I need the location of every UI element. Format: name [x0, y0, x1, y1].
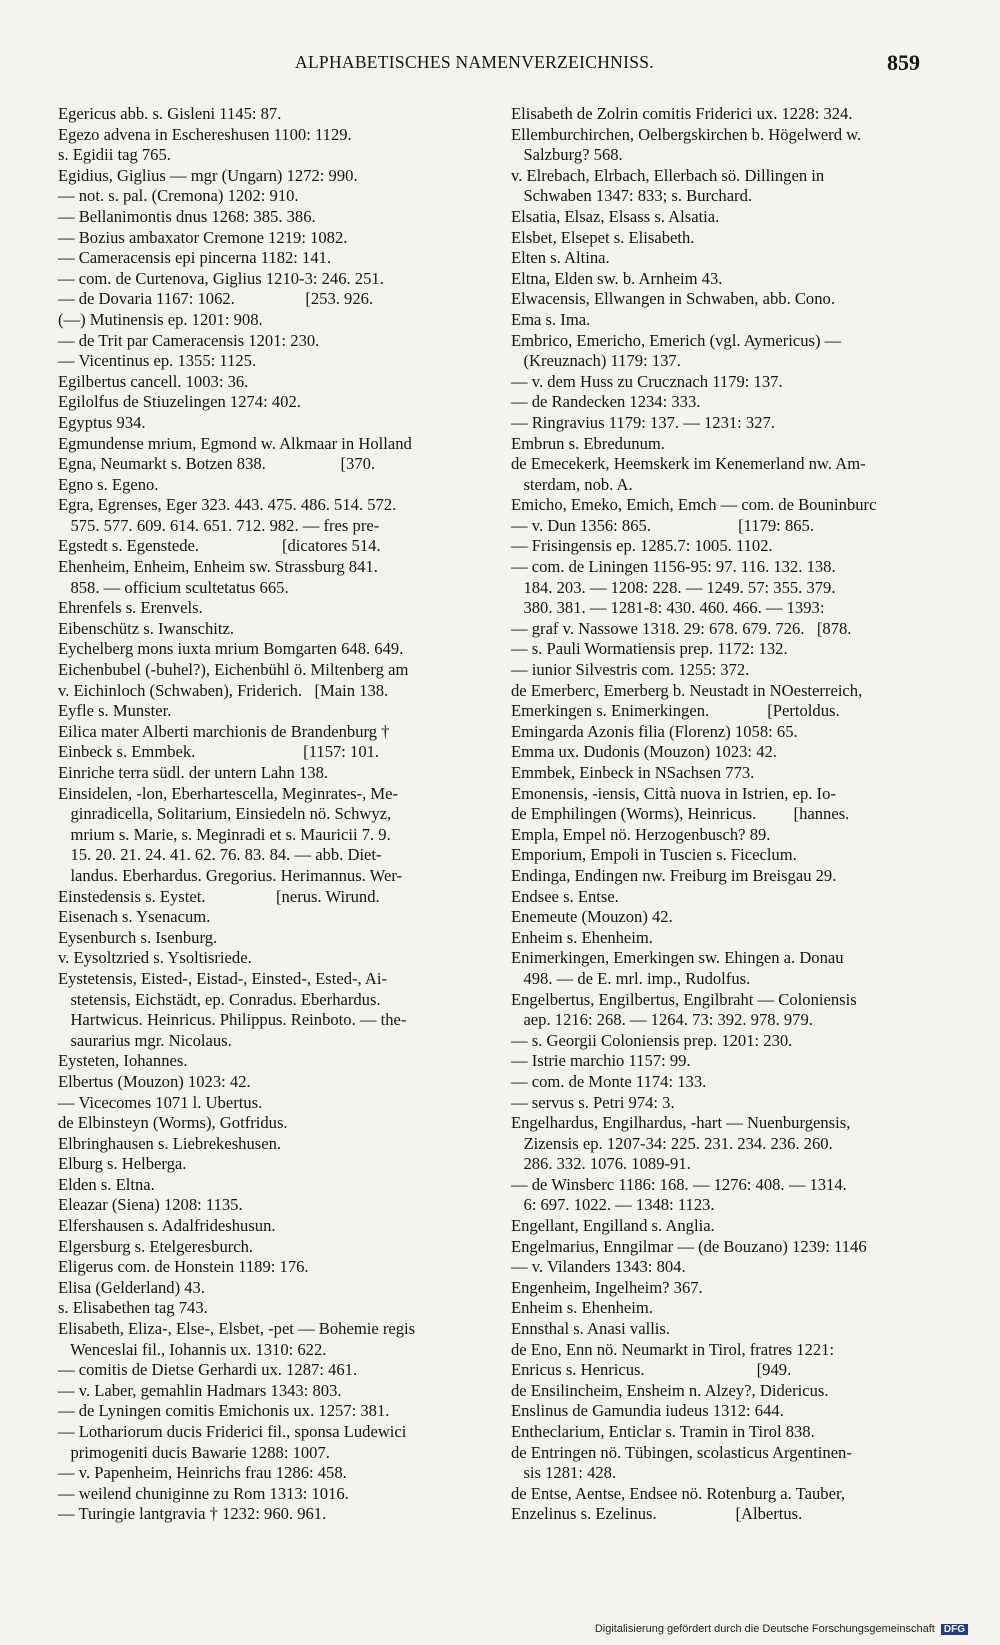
index-entry-line: — v. Vilanders 1343: 804. [511, 1257, 686, 1277]
index-entry-line: Egstedt s. Egenstede. [dicatores 514. [58, 536, 381, 556]
index-entry-line: Embrun s. Ebredunum. [511, 433, 665, 453]
index-entry-line: Engelhardus, Engilhardus, -hart — Nuenburgensis, [511, 1113, 851, 1133]
index-entry-line: — Istrie marchio 1157: 99. [511, 1051, 691, 1071]
index-entry-line: Hartwicus. Heinricus. Philippus. Reinboto. — the- [58, 1010, 407, 1030]
index-entry-line: Elwacensis, Ellwangen in Schwaben, abb. Cono. [511, 289, 835, 309]
index-entry-line: — de Trit par Cameracensis 1201: 230. [58, 330, 320, 350]
index-entry-line: Eysenburch s. Isenburg. [58, 927, 218, 947]
index-entry-line: — de Winsberc 1186: 168. — 1276: 408. — 1314. [511, 1174, 847, 1194]
index-entry-line: sis 1281: 428. [511, 1463, 617, 1483]
index-entry-line: Enheim s. Ehenheim. [511, 927, 653, 947]
index-entry-line: (—) Mutinensis ep. 1201: 908. [58, 309, 263, 329]
index-entry-line: Eysteten, Iohannes. [58, 1051, 188, 1071]
index-entry-line: 858. — officium scultetatus 665. [58, 577, 289, 597]
index-entry-line: v. Eysoltzried s. Ysoltisriede. [58, 948, 252, 968]
index-entry-line: Elgersburg s. Etelgeresburch. [58, 1236, 254, 1256]
index-entry-line: Elten s. Altina. [511, 248, 610, 268]
index-entry-line: v. Elrebach, Elrbach, Ellerbach sö. Dillingen in [511, 165, 825, 185]
index-entry-line: Elbertus (Mouzon) 1023: 42. [58, 1071, 251, 1091]
index-entry-line: — s. Georgii Coloniensis prep. 1201: 230. [511, 1030, 793, 1050]
index-entry-line: 498. — de E. mrl. imp., Rudolfus. [511, 968, 751, 988]
index-entry-line: Eligerus com. de Honstein 1189: 176. [58, 1257, 309, 1277]
index-entry-line: — com. de Curtenova, Giglius 1210-3: 246. 251. [58, 268, 384, 288]
index-entry-line: Elisa (Gelderland) 43. [58, 1277, 205, 1297]
index-entry-line: — com. de Liningen 1156-95: 97. 116. 132. 138. [511, 557, 836, 577]
dfg-logo: DFG [941, 1624, 968, 1635]
index-entry-line: — Lothariorum ducis Friderici fil., sponsa Ludewici [58, 1422, 407, 1441]
index-entry-line: Enslinus de Gamundia iudeus 1312: 644. [511, 1401, 784, 1421]
index-entry-line: Enimerkingen, Emerkingen sw. Ehingen a. Donau [511, 948, 844, 968]
index-entry-line: Eleazar (Siena) 1208: 1135. [58, 1195, 243, 1215]
index-entry-line: Engelbertus, Engilbertus, Engilbraht — Coloniensis [511, 989, 857, 1009]
index-entry-line: Emporium, Empoli in Tuscien s. Ficeclum. [511, 845, 797, 865]
index-entry-line: — servus s. Petri 974: 3. [511, 1092, 675, 1112]
index-entry-line: 575. 577. 609. 614. 651. 712. 982. — fres pre- [58, 515, 380, 535]
index-entry-line: Eltna, Elden sw. b. Arnheim 43. [511, 268, 723, 288]
index-entry-line: Elden s. Eltna. [58, 1174, 155, 1194]
index-entry-line: Elisabeth de Zolrin comitis Friderici ux. 1228: 324. [511, 104, 853, 123]
right-column [511, 104, 951, 1525]
index-entry-line: Enzelinus s. Ezelinus. [Albertus. [511, 1504, 803, 1524]
index-entry-line: de Entse, Aentse, Endsee nö. Rotenburg a. Tauber, [511, 1483, 845, 1503]
index-entry-line: — Cameracensis epi pincerna 1182: 141. [58, 248, 332, 268]
index-entry-line: saurarius mgr. Nicolaus. [58, 1030, 232, 1050]
index-entry-line: Enheim s. Ehenheim. [511, 1298, 653, 1318]
index-entry-line: 184. 203. — 1208: 228. — 1249. 57: 355. 379. [511, 577, 836, 597]
index-entry-line: — v. Dun 1356: 865. [1179: 865. [511, 515, 814, 535]
index-entry-line: Engenheim, Ingelheim? 367. [511, 1277, 703, 1297]
index-entry-line: Elsbet, Elsepet s. Elisabeth. [511, 227, 695, 247]
index-entry-line: Eystetensis, Eisted-, Eistad-, Einsted-, Ested-, Ai- [58, 968, 388, 988]
index-entry-line: Engellant, Engilland s. Anglia. [511, 1216, 715, 1236]
index-entry-line: (Kreuznach) 1179: 137. [511, 351, 681, 371]
index-entry-line: Enemeute (Mouzon) 42. [511, 907, 673, 927]
index-entry-line: Endinga, Endingen nw. Freiburg im Breisgau 29. [511, 865, 837, 885]
index-entry-line: Egna, Neumarkt s. Botzen 838. [370. [58, 454, 376, 474]
index-entry-line: de Ensilincheim, Ensheim n. Alzey?, Didericus. [511, 1380, 829, 1400]
index-entry-line: 380. 381. — 1281-8: 430. 460. 466. — 1393: [511, 598, 825, 618]
index-entry-line: Ema s. Ima. [511, 309, 591, 329]
index-entry-line: Engelmarius, Enngilmar — (de Bouzano) 1239: 1146 [511, 1236, 867, 1256]
index-entry-line: Elburg s. Helberga. [58, 1154, 187, 1174]
index-entry-line: — com. de Monte 1174: 133. [511, 1071, 707, 1091]
index-entry-line: — Ringravius 1179: 137. — 1231: 327. [511, 412, 775, 432]
index-entry-line: Eyfle s. Munster. [58, 701, 172, 721]
index-entry-line: Egmundense mrium, Egmond w. Alkmaar in Holland [58, 433, 412, 453]
index-entry-line: Ehenheim, Enheim, Enheim sw. Strassburg 841. [58, 557, 378, 577]
index-entry-line: sterdam, nob. A. [511, 474, 633, 494]
index-entry-line: — comitis de Dietse Gerhardi ux. 1287: 461. [58, 1360, 358, 1380]
index-entry-line: — v. dem Huss zu Crucznach 1179: 137. [511, 371, 783, 391]
footer [595, 1623, 968, 1635]
index-entry-line: Einbeck s. Emmbek. [1157: 101. [58, 742, 380, 762]
page-header [0, 50, 1000, 80]
index-entry-line: Einriche terra südl. der untern Lahn 138. [58, 763, 329, 782]
index-entry-line: Einstedensis s. Eystet. [nerus. Wirund. [58, 886, 380, 906]
index-entry-line: Endsee s. Entse. [511, 886, 619, 906]
index-entry-line: Empla, Empel nö. Herzogenbusch? 89. [511, 824, 771, 844]
index-entry-line: primogeniti ducis Bawarie 1288: 1007. [58, 1442, 330, 1462]
index-entry-line: — de Randecken 1234: 333. [511, 392, 701, 412]
index-entry-line: — v. Papenheim, Heinrichs frau 1286: 458. [58, 1463, 347, 1483]
index-entry-line: — Bellanimontis dnus 1268: 385. 386. [58, 206, 316, 226]
index-entry-line: Emonensis, -iensis, Città nuova in Istrien, ep. Io- [511, 783, 836, 803]
index-entry-line: Emerkingen s. Enimerkingen. [Pertoldus. [511, 701, 840, 721]
index-entry-line: Egyptus 934. [58, 412, 146, 432]
index-entry-line: — de Lyningen comitis Emichonis ux. 1257: 381. [58, 1401, 390, 1421]
index-entry-line: Egidius, Giglius — mgr (Ungarn) 1272: 990. [58, 165, 358, 185]
index-entry-line: de Entringen nö. Tübingen, scolasticus Argentinen- [511, 1442, 852, 1462]
index-entry-line: Elbringhausen s. Liebrekeshusen. [58, 1133, 282, 1153]
index-entry-line: — graf v. Nassowe 1318. 29: 678. 679. 726. [878. [511, 618, 852, 638]
index-entry-line: Egno s. Egeno. [58, 474, 159, 494]
index-entry-line: de Emecekerk, Heemskerk im Kenemerland nw. Am- [511, 454, 866, 474]
index-entry-line: Einsidelen, -lon, Eberhartescella, Meginrates-, Me- [58, 783, 399, 803]
index-entry-line: Ennsthal s. Anasi vallis. [511, 1319, 671, 1339]
index-entry-line: de Emerberc, Emerberg b. Neustadt in NOesterreich, [511, 680, 863, 700]
index-entry-line: Zizensis ep. 1207-34: 225. 231. 234. 236. 260. [511, 1133, 833, 1153]
index-entry-line: Egilbertus cancell. 1003: 36. [58, 371, 249, 391]
index-entry-line: Ehrenfels s. Erenvels. [58, 598, 203, 618]
index-entry-line: Enricus s. Henricus. [949. [511, 1360, 792, 1380]
index-entry-line: Emma ux. Dudonis (Mouzon) 1023: 42. [511, 742, 777, 762]
index-entry-line: de Elbinsteyn (Worms), Gotfridus. [58, 1113, 288, 1133]
index-entry-line: Egilolfus de Stiuzelingen 1274: 402. [58, 392, 301, 412]
index-entry-line: Egericus abb. s. Gisleni 1145: 87. [58, 104, 282, 123]
index-entry-line: — weilend chuniginne zu Rom 1313: 1016. [58, 1483, 349, 1503]
index-entry-line: ginradicella, Solitarium, Einsiedeln nö. Schwyz, [58, 804, 392, 824]
index-entry-line: de Eno, Enn nö. Neumarkt in Tirol, fratres 1221: [511, 1339, 835, 1359]
index-entry-line: 6: 697. 1022. — 1348: 1123. [511, 1195, 715, 1215]
index-entry-line: — Bozius ambaxator Cremone 1219: 1082. [58, 227, 348, 247]
index-entry-line: — not. s. pal. (Cremona) 1202: 910. [58, 186, 299, 206]
left-column [58, 104, 488, 1525]
index-entry-line: Entheclarium, Enticlar s. Tramin in Tirol 838. [511, 1422, 815, 1441]
index-entry-line: — Vicentinus ep. 1355: 1125. [58, 351, 257, 371]
index-entry-line: 15. 20. 21. 24. 41. 62. 76. 83. 84. — abb. Diet- [58, 845, 382, 865]
index-entry-line: Egra, Egrenses, Eger 323. 443. 475. 486. 514. 572. [58, 495, 397, 515]
index-entry-line: — Turingie lantgravia † 1232: 960. 961. [58, 1504, 327, 1524]
index-entry-line: v. Eichinloch (Schwaben), Friderich. [Main 138. [58, 680, 389, 700]
index-entry-line: Embrico, Emericho, Emerich (vgl. Aymericus) — [511, 330, 842, 350]
index-entry-line: Eisenach s. Ysenacum. [58, 907, 211, 927]
index-entry-line: — Vicecomes 1071 l. Ubertus. [58, 1092, 263, 1112]
index-entry-line: — iunior Silvestris com. 1255: 372. [511, 660, 750, 680]
index-entry-line: Emmbek, Einbeck in NSachsen 773. [511, 763, 755, 782]
index-entry-line: — Frisingensis ep. 1285.7: 1005. 1102. [511, 536, 773, 556]
index-entry-line: Elfershausen s. Adalfrideshusun. [58, 1216, 276, 1236]
page-title: ALPHABETISCHES NAMENVERZEICHNISS. [295, 52, 654, 72]
index-entry-line: s. Elisabethen tag 743. [58, 1298, 208, 1318]
index-entry-line: Salzburg? 568. [511, 145, 623, 165]
index-entry-line: Eychelberg mons iuxta mrium Bomgarten 648. 649. [58, 639, 404, 659]
index-entry-line: de Emphilingen (Worms), Heinricus. [hannes. [511, 804, 850, 824]
index-entry-line: Elisabeth, Eliza-, Else-, Elsbet, -pet — Bohemie regis [58, 1319, 416, 1339]
index-entry-line: — v. Laber, gemahlin Hadmars 1343: 803. [58, 1380, 342, 1400]
index-entry-line: Ellemburchirchen, Oelbergskirchen b. Högelwerd w. [511, 124, 862, 144]
footer-credit: Digitalisierung gefördert durch die Deutsche Forschungsgemeinschaft [594, 1623, 935, 1635]
page-number: 859 [887, 50, 920, 75]
index-entry-line: s. Egidii tag 765. [58, 145, 171, 165]
index-entry-line: Wenceslai fil., Iohannis ux. 1310: 622. [58, 1339, 327, 1359]
index-entry-line: 286. 332. 1076. 1089-91. [511, 1154, 691, 1174]
index-entry-line: Eilica mater Alberti marchionis de Brandenburg † [58, 721, 390, 741]
index-entry-line: landus. Eberhardus. Gregorius. Herimannus. Wer- [58, 865, 403, 885]
index-entry-line: Emingarda Azonis filia (Florenz) 1058: 65. [511, 721, 798, 741]
index-entry-line: Elsatia, Elsaz, Elsass s. Alsatia. [511, 206, 720, 226]
index-entry-line: Egezo advena in Eschereshusen 1100: 1129. [58, 124, 352, 144]
index-entry-line: aep. 1216: 268. — 1264. 73: 392. 978. 979. [511, 1010, 813, 1030]
index-entry-line: — s. Pauli Wormatiensis prep. 1172: 132. [511, 639, 788, 659]
index-entry-line: — de Dovaria 1167: 1062. [253. 926. [58, 289, 374, 309]
index-entry-line: mrium s. Marie, s. Meginradi et s. Mauricii 7. 9. [58, 824, 391, 844]
index-entry-line: Eichenbubel (-buhel?), Eichenbühl ö. Miltenberg am [58, 660, 409, 680]
index-entry-line: Eibenschütz s. Iwanschitz. [58, 618, 235, 638]
index-entry-line: stetensis, Eichstädt, ep. Conradus. Eberhardus. [58, 989, 381, 1009]
index-entry-line: Emicho, Emeko, Emich, Emch — com. de Bouninburc [511, 495, 877, 515]
index-entry-line: Schwaben 1347: 833; s. Burchard. [511, 186, 753, 206]
